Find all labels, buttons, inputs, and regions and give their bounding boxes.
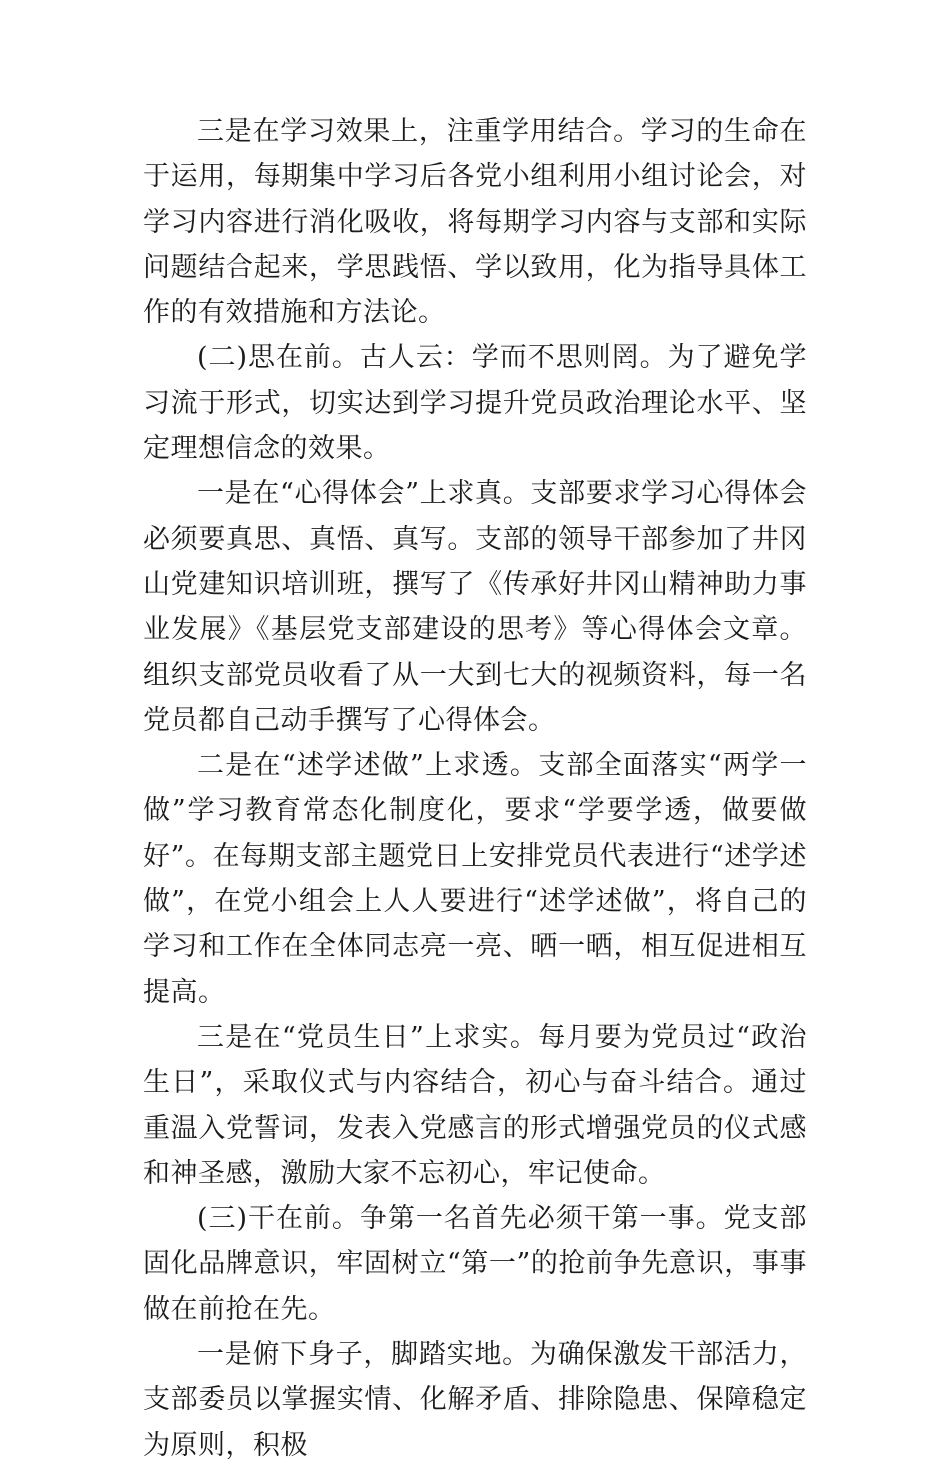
paragraph-report-study: 二是在“述学述做”上求透。支部全面落实“两学一做”学习教育常态化制度化，要求“学要学透，做要做好”。在每期支部主题党日上安排党员代表进行“述学述做”，在党小组会上人人要进行“述学述做”，将自己的学习和工作在全体同志亮一亮、晒一晒，相互促进相互提高。 — [143, 750, 807, 1008]
paragraph-reflections: 一是在“心得体会”上求真。支部要求学习心得体会必须要真思、真悟、真写。支部的领导干部参加了井冈山党建知识培训班，撰写了《传承好井冈山精神助力事业发展》《基层党支部建设的思考》等心得体会文章。组织支部党员收看了从一大到七大的视频资料，每一名党员都自己动手撰写了心得体会。 — [143, 478, 807, 736]
paragraph-study-effect: 三是在学习效果上，注重学用结合。学习的生命在于运用，每期集中学习后各党小组利用小组讨论会，对学习内容进行消化吸收，将每期学习内容与支部和实际问题结合起来，学思践悟、学以致用，化为指导具体工作的有效措施和方法论。 — [143, 116, 807, 329]
paragraph-member-birthday: 三是在“党员生日”上求实。每月要为党员过“政治生日”，采取仪式与内容结合，初心与奋斗结合。通过重温入党誓词，发表入党感言的形式增强党员的仪式感和神圣感，激励大家不忘初心，牢记使命。 — [143, 1021, 807, 1189]
paragraph-down-to-earth: 一是俯下身子，脚踏实地。为确保激发干部活力，支部委员以掌握实情、化解矛盾、排除隐患、保障稳定为原则，积极 — [143, 1339, 807, 1461]
document-body — [143, 109, 807, 1468]
paragraph-think-first: (二)思在前。古人云：学而不思则罔。为了避免学习流于形式，切实达到学习提升党员政治理论水平、坚定理想信念的效果。 — [143, 342, 807, 465]
paragraph-act-first: (三)干在前。争第一名首先必须干第一事。党支部固化品牌意识，牢固树立“第一”的抢前争先意识，事事做在前抢在先。 — [143, 1203, 807, 1325]
